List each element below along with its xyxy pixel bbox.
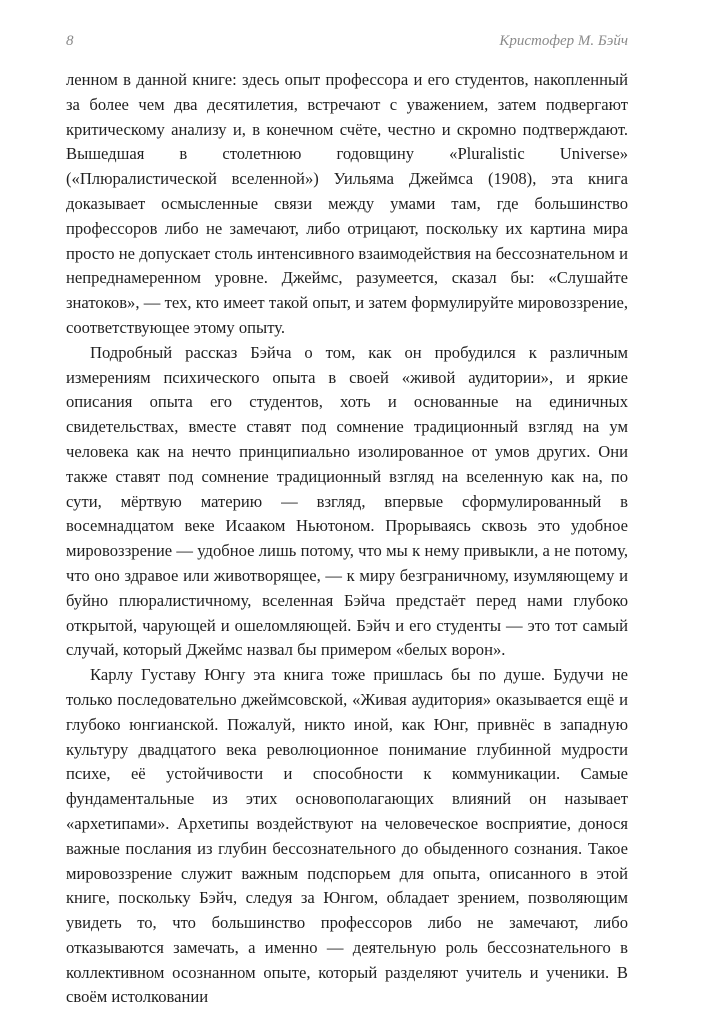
text-body <box>66 68 628 1010</box>
running-title: Кристофер М. Бэйч <box>499 33 628 49</box>
running-head <box>66 33 628 53</box>
paragraph-continued: ленном в данной книге: здесь опыт профессора и его студентов, накопленный за более чем два десятилетия, встречают с уважением, затем подвергают критическому анализу и, в конечном счёте, честно и скромно подтверждают. Вышедшая в столетнюю годовщину «Pluralistic Universe» («Плюралистической вселенной») Уильяма Джеймса (1908), эта книга доказывает осмысленные связи между умами там, где большинство профессоров либо не замечают, либо отрицают, поскольку их картина мира просто не допускает столь интенсивного взаимодействия на бессознательном и непреднамеренном уровне. Джеймс, разумеется, сказал бы: «Слушайте знатоков», — тех, кто имеет такой опыт, и затем формулируйте мировоззрение, соответствующее этому опыту. <box>66 70 628 337</box>
paragraph: Карлу Густаву Юнгу эта книга тоже пришлась бы по душе. Будучи не только последовательно джеймсовской, «Живая аудитория» оказывается ещё и глубоко юнгианской. Пожалуй, никто иной, как Юнг, привнёс в западную культуру двадцатого века революционное понимание глубинной мудрости психе, её устойчивости и способности к коммуникации. Самые фундаментальные из этих основополагающих влияний он называет «архетипами». Архетипы воздействуют на человеческое восприятие, донося важные послания из глубин бессознательного до обыденного сознания. Такое мировоззрение служит важным подспорьем для опыта, описанного в этой книге, поскольку Бэйч, следуя за Юнгом, обладает зрением, позволяющим увидеть то, что большинство профессоров либо не замечают, либо отказываются замечать, а именно — деятельную роль бессознательного в коллективном осознанном опыте, который разделяют учитель и ученики. В своём истолковании <box>66 665 628 1007</box>
page-number: 8 <box>66 33 74 49</box>
paragraph: Подробный рассказ Бэйча о том, как он пробудился к различным измерениям психического опыта в своей «живой аудитории», и яркие описания опыта его студентов, хоть и основанные на единичных свидетельствах, вместе ставят под сомнение традиционный взгляд на ум человека как на нечто принципиально изолированное от умов других. Они также ставят под сомнение традиционный взгляд на вселенную как на, по сути, мёртвую материю — взгляд, впервые сформулированный в восемнадцатом веке Исааком Ньютоном. Прорываясь сквозь это удобное мировоззрение — удобное лишь потому, что мы к нему привыкли, а не потому, что оно здравое или животворящее, — к миру безграничному, изумляющему и буйно плюралистичному, вселенная Бэйча предстаёт перед нами глубоко открытой, чарующей и ошеломляющей. Бэйч и его студенты — это тот самый случай, который Джеймс назвал бы примером «белых ворон». <box>66 342 628 660</box>
